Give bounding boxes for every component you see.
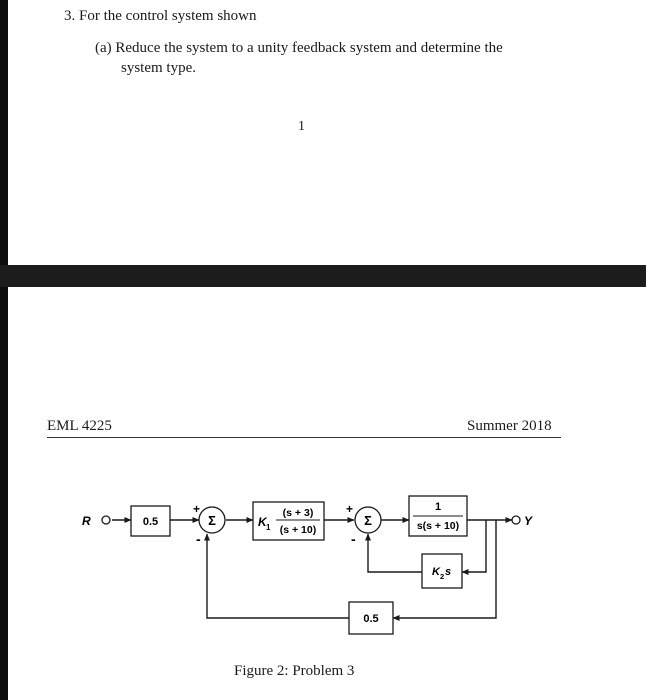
forward-gain-label: 0.5 bbox=[142, 516, 159, 528]
input-terminal bbox=[102, 516, 110, 524]
controller-gain: K bbox=[258, 515, 267, 529]
block-diagram bbox=[0, 440, 646, 660]
controller-gain-subscript: 1 bbox=[266, 523, 271, 532]
page-number: 1 bbox=[298, 119, 305, 134]
sum-2-symbol: Σ bbox=[364, 513, 372, 528]
sum-1-minus: - bbox=[196, 531, 201, 547]
course-code: EML 4225 bbox=[47, 418, 112, 434]
output-label: Y bbox=[524, 514, 533, 528]
rate-feedback-block bbox=[422, 554, 462, 588]
rate-gain-subscript: 2 bbox=[440, 572, 445, 581]
input-label: R bbox=[82, 514, 91, 528]
plant-denominator: s(s + 10) bbox=[416, 520, 460, 532]
rate-gain-s: s bbox=[445, 566, 452, 578]
figure-caption: Figure 2: Problem 3 bbox=[234, 663, 355, 679]
feedback-gain-label: 0.5 bbox=[363, 613, 379, 625]
part-a-text: (a) Reduce the system to a unity feedback system and determine the bbox=[95, 40, 503, 56]
plant-numerator: 1 bbox=[434, 501, 442, 513]
term-label: Summer 2018 bbox=[467, 418, 552, 434]
part-a-text-continued: system type. bbox=[121, 60, 196, 76]
rate-gain: K bbox=[432, 566, 440, 578]
sum-2-minus: - bbox=[351, 531, 356, 547]
sum-1-symbol: Σ bbox=[208, 513, 216, 528]
header-rule bbox=[47, 437, 561, 438]
output-terminal bbox=[512, 516, 520, 524]
sum-1-plus: + bbox=[193, 502, 201, 516]
sum-2-plus: + bbox=[346, 502, 354, 516]
question-text: 3. For the control system shown bbox=[64, 8, 257, 24]
controller-denominator: (s + 10) bbox=[279, 524, 317, 536]
controller-numerator: (s + 3) bbox=[282, 507, 314, 519]
dark-separator-band bbox=[0, 265, 646, 287]
